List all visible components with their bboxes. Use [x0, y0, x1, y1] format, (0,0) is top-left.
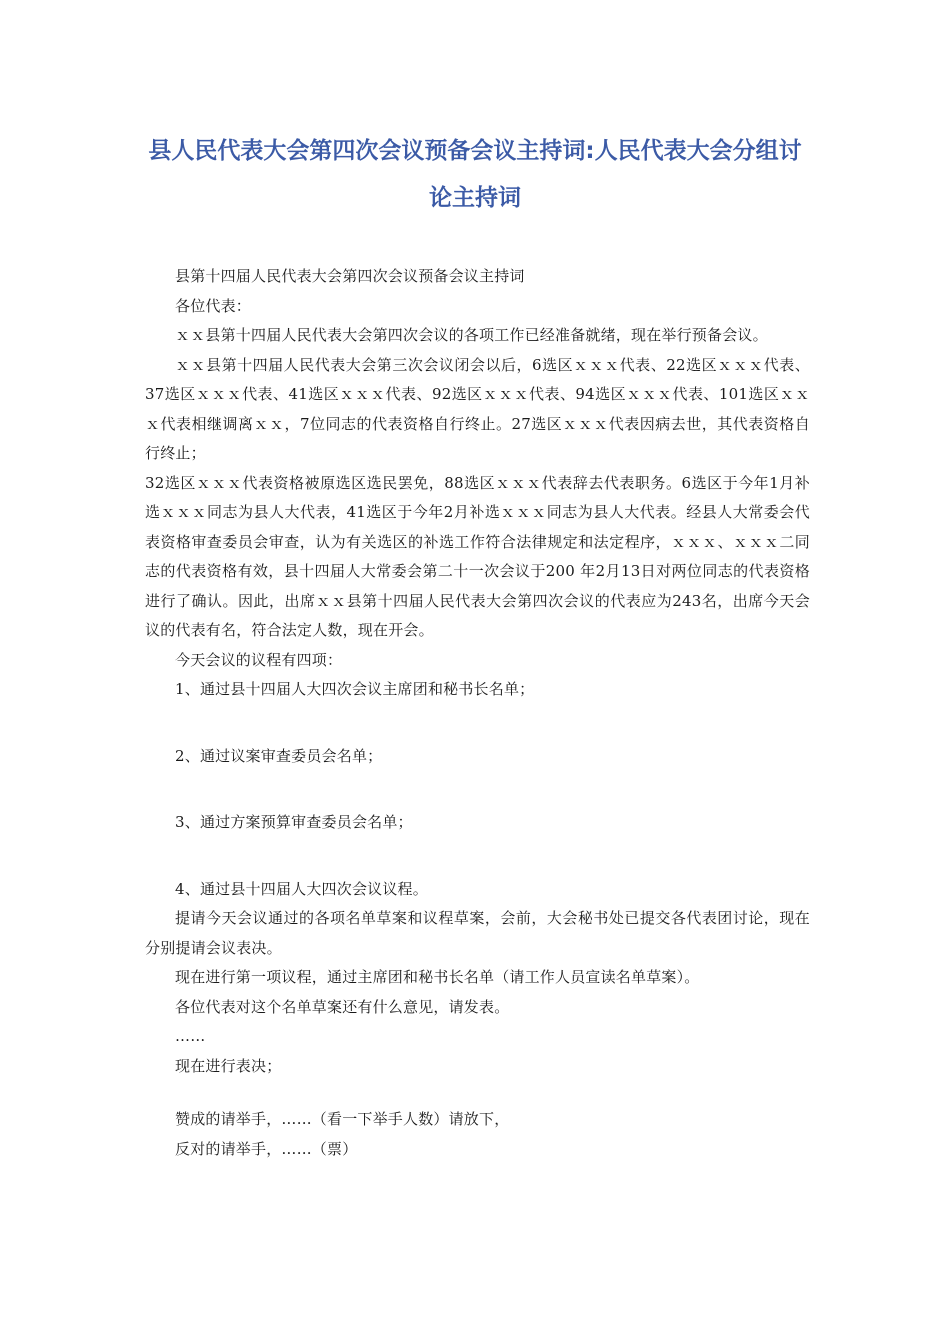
paragraph-ellipsis: ……	[175, 1027, 206, 1045]
paragraph-representatives-change: ｘｘ县第十四届人民代表大会第三次会议闭会以后，6选区ｘｘｘ代表、22选区ｘｘｘ代表、37选区ｘｘｘ代表、41选区ｘｘｘ代表、92选区ｘｘｘ代表、94选区ｘｘｘ代表、101选区ｘｘｘ代表相继调离ｘｘ，7位同志的代表资格自行终止。27选区ｘｘｘ代表因病去世，其代表资格自行终止；	[145, 355, 810, 462]
spacer	[145, 771, 810, 808]
spacer	[145, 705, 810, 742]
paragraph-opening: ｘｘ县第十四届人民代表大会第四次会议的各项工作已经准备就绪，现在举行预备会议。	[175, 326, 768, 344]
paragraph-agenda-intro: 今天会议的议程有四项：	[175, 650, 343, 669]
agenda-item-3: 3、通过方案预算审查委员会名单；	[175, 813, 413, 831]
paragraph-opinions: 各位代表对这个名单草案还有什么意见，请发表。	[175, 997, 510, 1016]
paragraph-against: 反对的请举手，……（票）	[175, 1139, 358, 1158]
agenda-item-1: 1、通过县十四届人大四次会议主席团和秘书长名单；	[175, 680, 535, 698]
spacer	[145, 1081, 810, 1105]
paragraph-by-election: 32选区ｘｘｘ代表资格被原选区选民罢免，88选区ｘｘｘ代表辞去代表职务。6选区于今年1月补选ｘｘｘ同志为县人大代表，41选区于今年2月补选ｘｘｘ同志为县人大代表。经县人大常委会代表资格审查委员会审查，认为有关选区的补选工作符合法律规定和法定程序，ｘｘｘ、ｘｘｘ二同志的代表资格有效，县十四届人大常委会第二十一次会议于200 年2月13日对两位同志的代表资格进行了确认。因此，出席ｘｘ县第十四届人民代表大会第四次会议的代表应为243名，出席今天会议的代表有名，符合法定人数，现在开会。	[145, 473, 810, 639]
document-body	[145, 262, 810, 1164]
paragraph-salutation: 各位代表：	[175, 296, 252, 315]
paragraph-vote: 现在进行表决；	[175, 1056, 282, 1075]
paragraph-first-item: 现在进行第一项议程，通过主席团和秘书长名单（请工作人员宣读名单草案）。	[175, 968, 700, 986]
paragraph-subtitle: 县第十四届人民代表大会第四次会议预备会议主持词	[175, 267, 525, 285]
paragraph-submit-vote: 提请今天会议通过的各项名单草案和议程草案，会前，大会秘书处已提交各代表团讨论，现在分别提请会议表决。	[145, 909, 810, 957]
agenda-item-2: 2、通过议案审查委员会名单；	[175, 746, 383, 765]
spacer	[145, 838, 810, 875]
agenda-item-4: 4、通过县十四届人大四次会议议程。	[175, 879, 428, 898]
document-title: 县人民代表大会第四次会议预备会议主持词:人民代表大会分组讨论主持词	[148, 138, 802, 211]
paragraph-in-favor: 赞成的请举手，……（看一下举手人数）请放下，	[175, 1110, 510, 1128]
